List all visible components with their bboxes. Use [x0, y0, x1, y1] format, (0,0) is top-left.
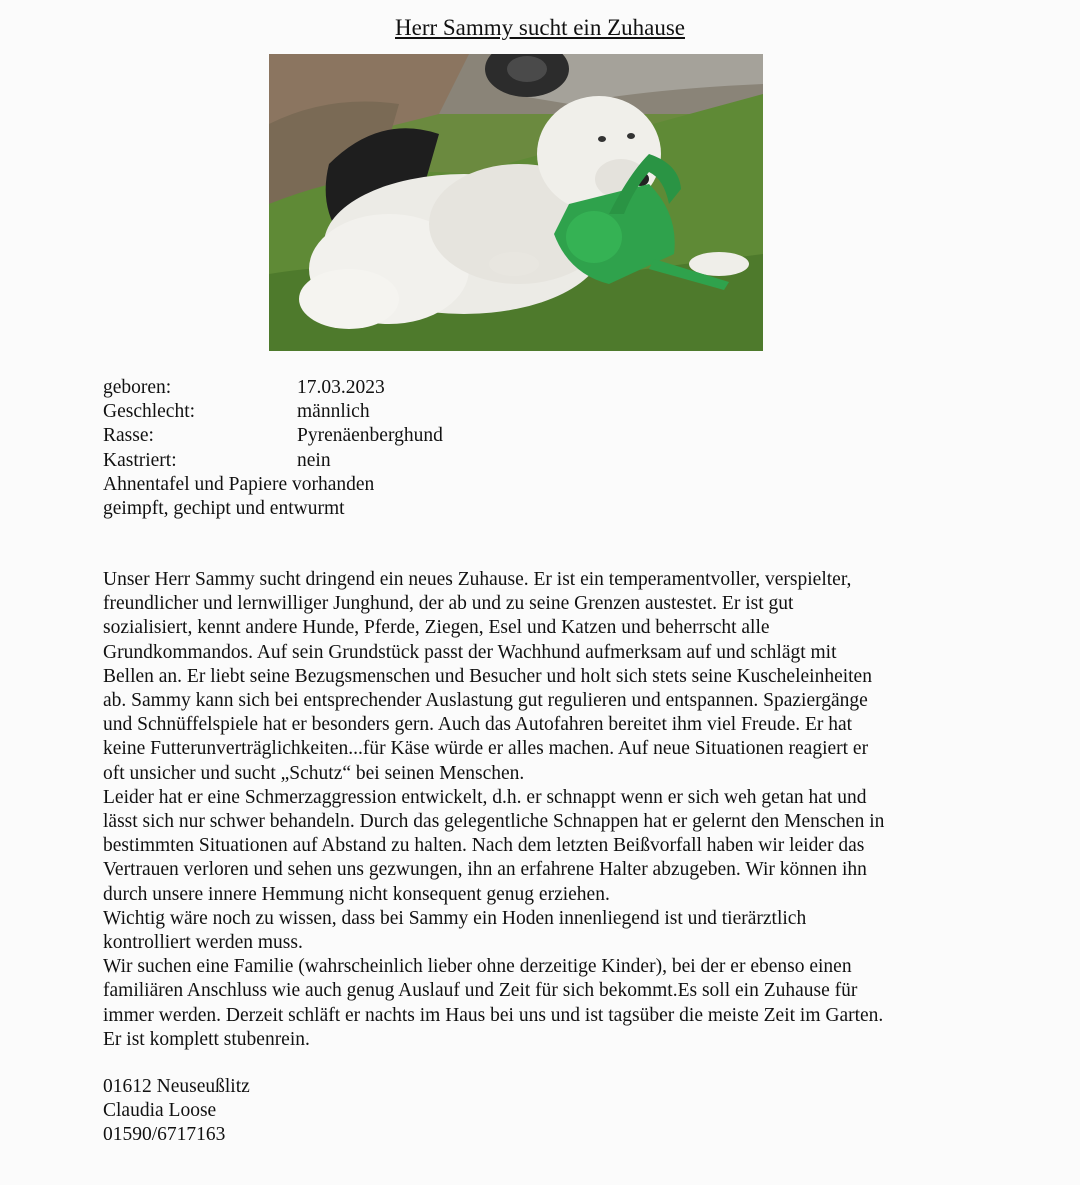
text-line: Unser Herr Sammy sucht dringend ein neues Zuhause. Er ist ein temperamentvoller, verspielter, — [103, 569, 852, 590]
text-line: keine Futterunverträglichkeiten...für Käse würde er alles machen. Auf neue Situationen reagiert er — [103, 738, 869, 760]
dog-with-watering-can-photo-icon — [269, 54, 763, 351]
text-line: freundlicher und lernwilliger Junghund, der ab und zu seine Grenzen austestet. Er ist gut — [103, 593, 794, 615]
text-line: Leider hat er eine Schmerzaggression entwickelt, d.h. er schnappt wenn er sich weh getan hat und — [103, 786, 867, 808]
text-line: Wir suchen eine Familie (wahrscheinlich lieber ohne derzeitige Kinder), bei der er ebenso einen — [103, 956, 852, 978]
text-line: Vertrauen verloren und sehen uns gezwungen, ihn an erfahrene Halter abzugeben. Wir können ihn — [103, 859, 867, 881]
fact-label: Kastriert: — [103, 449, 177, 471]
contact-phone: 01590/6717163 — [103, 1124, 226, 1146]
text-line: bestimmten Situationen auf Abstand zu halten. Nach dem letzten Beißvorfall haben wir leider das — [103, 835, 865, 857]
text-line: immer werden. Derzeit schläft er nachts im Haus bei uns und ist tagsüber die meiste Zeit im Garten. — [103, 1004, 884, 1026]
fact-row — [103, 424, 443, 448]
text-line: Bellen an. Er liebt seine Bezugsmenschen und Besucher und holt sich stets seine Kuscheleinheiten — [103, 665, 872, 687]
description-text — [103, 568, 1003, 1052]
fact-row — [103, 400, 443, 424]
text-line: sozialisiert, kennt andere Hunde, Pferde, Ziegen, Esel und Katzen und beherrscht alle — [103, 617, 770, 639]
dog-photo — [269, 54, 763, 351]
vaccination-note: geimpft, gechipt und entwurmt — [103, 498, 345, 520]
fact-value: männlich — [297, 401, 370, 423]
text-line: Wichtig wäre noch zu wissen, dass bei Sammy ein Hoden innenliegend ist und tierärztlich — [103, 907, 807, 929]
fact-label: Rasse: — [103, 425, 154, 447]
fact-value: nein — [297, 449, 331, 471]
text-line: lässt sich nur schwer behandeln. Durch das gelegentliche Schnappen hat er gelernt den Menschen in — [103, 811, 885, 833]
fact-value: Pyrenäenberghund — [297, 425, 443, 447]
text-line: Grundkommandos. Auf sein Grundstück passt der Wachhund aufmerksam auf und schlägt mit — [103, 641, 837, 663]
contact-location: 01612 Neuseußlitz — [103, 1076, 250, 1097]
text-line: familiären Anschluss wie auch genug Auslauf und Zeit für sich bekommt.Es soll ein Zuhause für — [103, 980, 858, 1002]
fact-label: Geschlecht: — [103, 401, 196, 423]
text-line: oft unsicher und sucht „Schutz“ bei seinen Menschen. — [103, 762, 525, 784]
text-line: durch unsere innere Hemmung nicht konsequent genug erziehen. — [103, 883, 610, 905]
contact-name: Claudia Loose — [103, 1100, 217, 1122]
contact-block — [103, 1075, 250, 1148]
fact-row — [103, 449, 443, 473]
fact-label: geboren: — [103, 377, 172, 398]
papers-note: Ahnentafel und Papiere vorhanden — [103, 473, 375, 495]
fact-row — [103, 376, 443, 400]
text-line: kontrolliert werden muss. — [103, 932, 303, 954]
text-line: Er ist komplett stubenrein. — [103, 1028, 310, 1050]
text-line: ab. Sammy kann sich bei entsprechender Auslastung gut regulieren und entspannen. Spaziergänge — [103, 690, 868, 712]
text-line: und Schnüffelspiele hat er besonders gern. Auch das Autofahren bereitet ihm viel Freude. Er hat — [103, 714, 853, 736]
page-title: Herr Sammy sucht ein Zuhause — [395, 15, 685, 40]
fact-value: 17.03.2023 — [297, 377, 385, 398]
facts-section — [103, 376, 443, 521]
